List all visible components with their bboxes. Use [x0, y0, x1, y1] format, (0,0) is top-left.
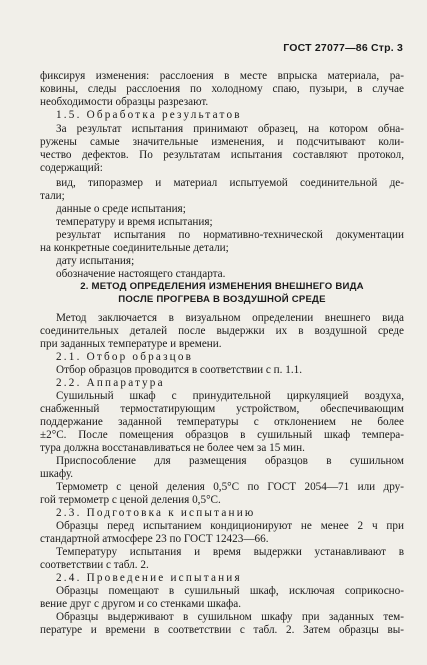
- subsection-title: 2.4. Проведение испытания: [56, 572, 242, 584]
- text-line: Образцы выдерживают в сушильном шкафу при заданных тем-: [56, 611, 404, 623]
- text-line: За результат испытания принимают образец, на котором обна-: [56, 123, 404, 135]
- text-line: ковины, следы расслоения по холодному спаю, пузыри, в случае: [40, 83, 404, 95]
- subsection-title: 2.1. Отбор образцов: [56, 351, 194, 363]
- text-line: содержащий:: [40, 162, 103, 174]
- text-line: поддержание заданной температуры с отклонением не более: [40, 416, 404, 428]
- text-line: соответствии с табл. 2.: [40, 559, 149, 571]
- page-header: ГОСТ 27077—86 Стр. 3: [283, 42, 403, 54]
- text-line: Термометр с ценой деления 0,5°С по ГОСТ 2054—71 или дру-: [56, 481, 404, 493]
- text-line: при заданных температуре и времени.: [40, 338, 222, 350]
- subsection-title: 1.5. Обработка результатов: [56, 109, 242, 121]
- text-line: фиксируя изменения: расслоения в месте впрыска материала, ра-: [40, 70, 404, 82]
- text-line: соединительных деталей после выдержки их в воздушной среде: [40, 325, 404, 337]
- text-line: необходимости образцы разрезают.: [40, 96, 209, 108]
- text-line: данные о среде испытания;: [56, 203, 186, 215]
- text-line: результат испытания по нормативно-технической документации: [56, 229, 404, 241]
- text-line: вид, типоразмер и материал испытуемой соединительной де-: [56, 177, 404, 189]
- text-line: шкафу.: [40, 468, 74, 480]
- text-line: тали;: [40, 190, 65, 202]
- text-line: Образцы помещают в сушильный шкаф, исключая соприкосно-: [56, 585, 404, 597]
- text-line: Отбор образцов проводится в соответствии с п. 1.1.: [56, 364, 303, 376]
- text-line: вение друг с другом и со стенками шкафа.: [40, 598, 241, 610]
- text-line: обозначение настоящего стандарта.: [56, 268, 226, 280]
- subsection-title: 2.2. Аппаратура: [56, 377, 165, 389]
- text-line: дату испытания;: [56, 255, 135, 267]
- text-line: стандартной атмосфере 23 по ГОСТ 12423—66.: [40, 533, 269, 545]
- text-line: Температуру испытания и время выдержки устанавливают в: [56, 546, 404, 558]
- text-line: тура должна восстанавливаться не более чем за 15 мин.: [40, 442, 305, 454]
- text-line: Приспособление для размещения образцов в сушильном: [56, 455, 404, 467]
- text-line: Образцы перед испытанием кондиционируют не менее 2 ч при: [56, 520, 404, 532]
- text-line: ружены самые значительные изменения, и подсчитывают коли-: [40, 136, 404, 148]
- text-line: ±2°С. После помещения образцов в сушильный шкаф темпера-: [40, 429, 404, 441]
- text-line: Метод заключается в визуальном определении внешнего вида: [56, 312, 404, 324]
- text-line: пературе и времени в соответствии с табл. 2. Затем образцы вы-: [40, 624, 404, 636]
- subsection-title: 2.3. Подготовка к испытанию: [56, 507, 256, 519]
- text-line: Сушильный шкаф с принудительной циркуляцией воздуха,: [56, 390, 404, 402]
- section-heading: 2. МЕТОД ОПРЕДЕЛЕНИЯ ИЗМЕНЕНИЯ ВНЕШНЕГО ВИДА: [80, 281, 364, 292]
- text-line: температуру и время испытания;: [56, 216, 213, 228]
- text-line: чество дефектов. По результатам испытания составляют протокол,: [40, 149, 404, 161]
- text-line: снабженный термостатирующим устройством, обеспечивающим: [40, 403, 404, 415]
- section-heading: ПОСЛЕ ПРОГРЕВА В ВОЗДУШНОЙ СРЕДЕ: [118, 294, 326, 305]
- text-line: на конкретные соединительные детали;: [40, 242, 229, 254]
- text-line: гой термометр с ценой деления 0,5°С.: [40, 494, 221, 506]
